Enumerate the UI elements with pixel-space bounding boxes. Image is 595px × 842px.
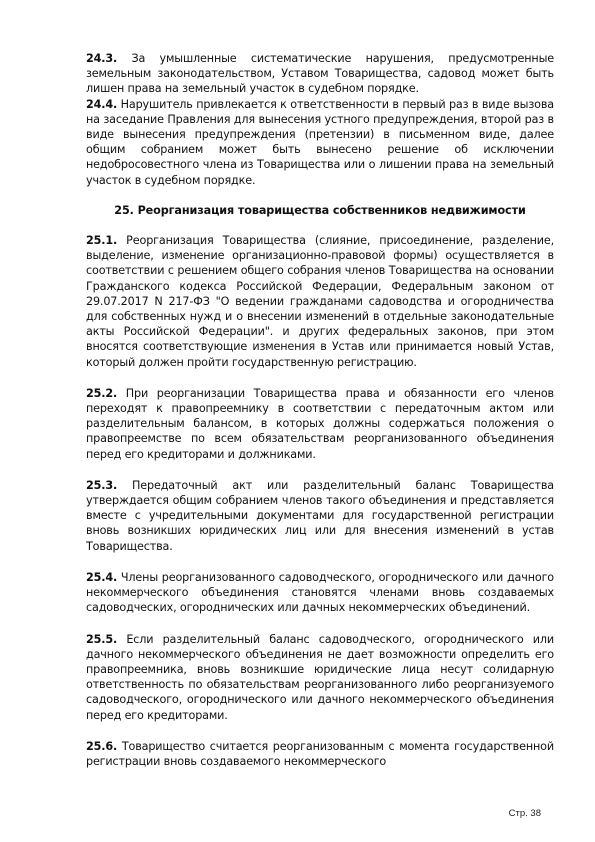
clause-text: Передаточный акт или разделительный баланс Товарищества утверждается общим собранием членов такого объединения и представляется вместе с учредительными документами для государственной регистрации вновь возникших юридических лиц или для внесения изменений в устав Товарищества.: [86, 478, 554, 553]
page-number: Стр. 38: [508, 808, 541, 819]
clause-number: 25.5.: [86, 632, 118, 646]
clause-25-5: [86, 632, 554, 723]
clause-text: Реорганизация Товарищества (слияние, присоединение, разделение, выделение, изменение организационно-правовой формы) осуществляется в соответствии с решением общего собрания членов Товарищества на основании Гражданского кодекса Российской Федерации, Федеральным законом от 29.07.2017 N 217-ФЗ "О ведении гражданами садоводства и огородничества для собственных нужд и о внесении изменений в отдельные законодательные акты Российской Федерации". и других федеральных законов, при этом вносятся соответствующие изменения в Устав или принимается новый Устав, который должен пройти государственную регистрацию.: [86, 234, 554, 369]
clause-number: 24.4.: [86, 97, 118, 111]
clause-text: Нарушитель привлекается к ответственности в первый раз в виде вызова на заседание Правления для вынесения устного предупреждения, второй раз в виде вынесения предупреждения (претензии) в письменном виде, далее общим собранием может быть вынесено решение об исключении недобросовестного члена из Товарищества или о лишении права на земельный участок в судебном порядке.: [86, 97, 554, 187]
clause-25-2: [86, 386, 554, 462]
clause-number: 25.2.: [86, 386, 118, 400]
clause-25-6: [86, 739, 554, 769]
clause-25-3: [86, 478, 554, 554]
clause-text: Товарищество считается реорганизованным с момента государственной регистрации вновь создаваемого некоммерческого: [86, 739, 554, 768]
clause-number: 24.3.: [86, 52, 118, 65]
clause-text: При реорганизации Товарищества права и обязанности его членов переходят к правопреемнику в соответствии с передаточным актом или разделительным балансом, в которых должны содержаться положения о правопреемстве по всем обязательствам реорганизованного объединения перед его кредиторами и должниками.: [86, 386, 554, 461]
clause-25-1: [86, 233, 554, 370]
clause-text: За умышленные систематические нарушения, предусмотренные земельным законодательством, Уставом Товарищества, садовод может быть лишен права на земельный участок в судебном порядке.: [86, 52, 554, 96]
clause-text: Если разделительный баланс садоводческого, огороднического или дачного некоммерческого объединения не дает возможности определить его правопреемника, вновь возникшие юридические лица несут солидарную ответственность по обязательствам реорганизованного либо реорганизуемого садоводческого, огороднического или дачного некоммерческого объединения перед его кредиторами.: [86, 632, 554, 722]
clause-24-4: [86, 97, 554, 188]
section-heading: 25. Реорганизация товарищества собственников недвижимости: [114, 203, 526, 217]
clause-25-4: [86, 570, 554, 616]
clause-number: 25.4.: [86, 570, 118, 584]
clause-number: 25.6.: [86, 739, 118, 753]
clause-number: 25.1.: [86, 234, 118, 248]
clause-number: 25.3.: [86, 478, 118, 492]
clause-24-3: [86, 51, 554, 97]
document-body: [86, 51, 554, 769]
clause-text: Члены реорганизованного садоводческого, огороднического или дачного некоммерческого объединения становятся членами вновь создаваемых садоводческих, огороднических или дачных некоммерческих объединений.: [86, 570, 554, 615]
